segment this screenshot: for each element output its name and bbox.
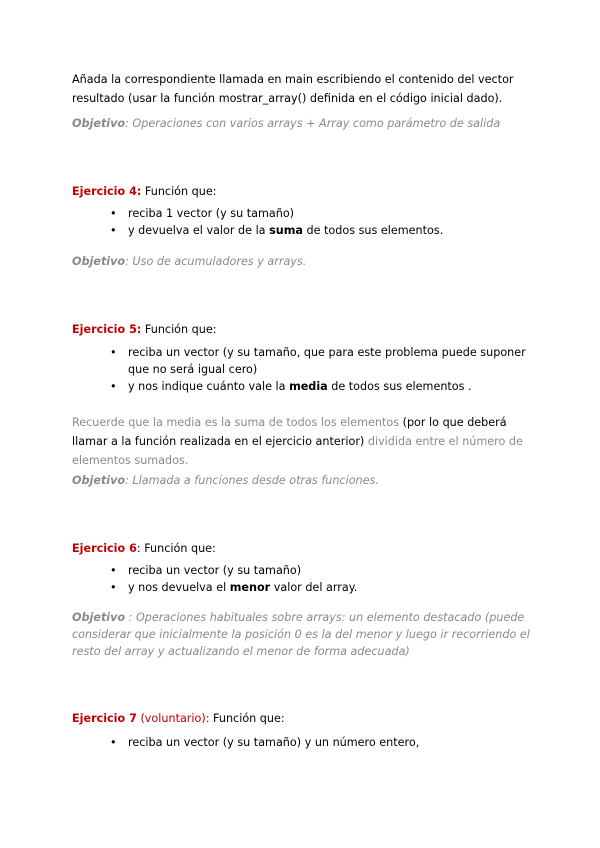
- list-item-text: y nos devuelva el: [128, 581, 230, 594]
- ejercicio-5-list: [110, 344, 540, 395]
- ejercicio-7-heading: [72, 709, 532, 728]
- note-text: (por lo que deberá: [402, 416, 507, 429]
- objective-text: : Llamada a funciones desde otras funciones.: [125, 474, 379, 487]
- ejercicio-7-voluntary: (voluntario):: [136, 712, 210, 725]
- ejercicio-6-title: : Función que:: [136, 542, 216, 555]
- list-item-text: de todos sus elementos.: [302, 224, 444, 237]
- ejercicio-5-title: Función que:: [141, 323, 217, 336]
- objective-label: Objetivo: [72, 117, 126, 130]
- ejercicio-7-title: Función que:: [209, 712, 285, 725]
- bullet-icon: •: [110, 380, 117, 393]
- list-item-text: y devuelva el valor de la: [128, 224, 270, 237]
- list-item: [110, 344, 540, 378]
- bullet-icon: •: [110, 224, 117, 237]
- ejercicio-4-objective: [72, 252, 532, 271]
- list-item: [110, 734, 540, 751]
- keyword-media: media: [289, 380, 328, 393]
- note-text: llamar a la función realizada en el ejercicio anterior): [72, 435, 365, 448]
- note-text: Recuerde que la media es la suma de todos los elementos: [72, 416, 403, 429]
- list-item-text: de todos sus elementos .: [327, 380, 472, 393]
- ejercicio-5-note: [72, 413, 532, 470]
- note-text: dividida entre el número de: [364, 435, 523, 448]
- ejercicio-5-label: Ejercicio 5:: [72, 323, 142, 336]
- ejercicio-4-heading: [72, 182, 532, 201]
- list-item-text: reciba un vector (y su tamaño, que para este problema puede suponer: [128, 346, 526, 359]
- list-item-text: reciba 1 vector (y su tamaño): [128, 207, 295, 220]
- keyword-menor: menor: [229, 581, 271, 594]
- bullet-icon: •: [110, 736, 117, 749]
- ejercicio-6-objective: [72, 609, 532, 660]
- bullet-icon: •: [110, 207, 117, 220]
- list-item: [110, 562, 540, 579]
- objective-text: : Operaciones habituales sobre arrays: un elemento destacado (puede: [125, 611, 525, 624]
- ejercicio-7-label: Ejercicio 7: [72, 712, 137, 725]
- note-text: elementos sumados.: [72, 454, 189, 467]
- objective-label: Objetivo: [72, 474, 126, 487]
- intro-line-2: resultado (usar la función mostrar_array() definida en el código inicial dado).: [72, 92, 503, 105]
- list-item: [110, 579, 540, 596]
- ejercicio-4-title: Función que:: [141, 185, 217, 198]
- objective-text: : Operaciones con varios arrays + Array como parámetro de salida: [125, 117, 501, 130]
- list-item-text: y nos indique cuánto vale la: [128, 380, 290, 393]
- intro-objective: [72, 114, 532, 133]
- ejercicio-6-heading: [72, 539, 532, 558]
- bullet-icon: •: [110, 581, 117, 594]
- intro-paragraph: [72, 70, 532, 108]
- ejercicio-5-objective: [72, 471, 532, 490]
- intro-line-1: Añada la correspondiente llamada en main escribiendo el contenido del vector: [72, 73, 514, 86]
- objective-label: Objetivo: [72, 611, 126, 624]
- list-item-text: que no será igual cero): [128, 363, 258, 376]
- bullet-icon: •: [110, 346, 117, 359]
- ejercicio-6-list: [110, 562, 540, 596]
- ejercicio-7-list: [110, 734, 540, 751]
- bullet-icon: •: [110, 564, 117, 577]
- ejercicio-4-label: Ejercicio 4:: [72, 185, 142, 198]
- list-item-text: valor del array.: [270, 581, 358, 594]
- objective-text: resto del array y actualizando el menor de forma adecuada): [72, 645, 410, 658]
- list-item-text: reciba un vector (y su tamaño) y un número entero,: [128, 736, 420, 749]
- list-item-text: reciba un vector (y su tamaño): [128, 564, 302, 577]
- keyword-suma: suma: [269, 224, 303, 237]
- list-item: [110, 205, 540, 222]
- ejercicio-4-list: [110, 205, 540, 239]
- ejercicio-5-heading: [72, 320, 532, 339]
- objective-text: considerar que inicialmente la posición 0 es la del menor y luego ir recorriendo el: [72, 628, 530, 641]
- objective-label: Objetivo: [72, 255, 126, 268]
- list-item: [110, 378, 540, 395]
- list-item: [110, 222, 540, 239]
- objective-text: : Uso de acumuladores y arrays.: [125, 255, 307, 268]
- ejercicio-6-label: Ejercicio 6: [72, 542, 137, 555]
